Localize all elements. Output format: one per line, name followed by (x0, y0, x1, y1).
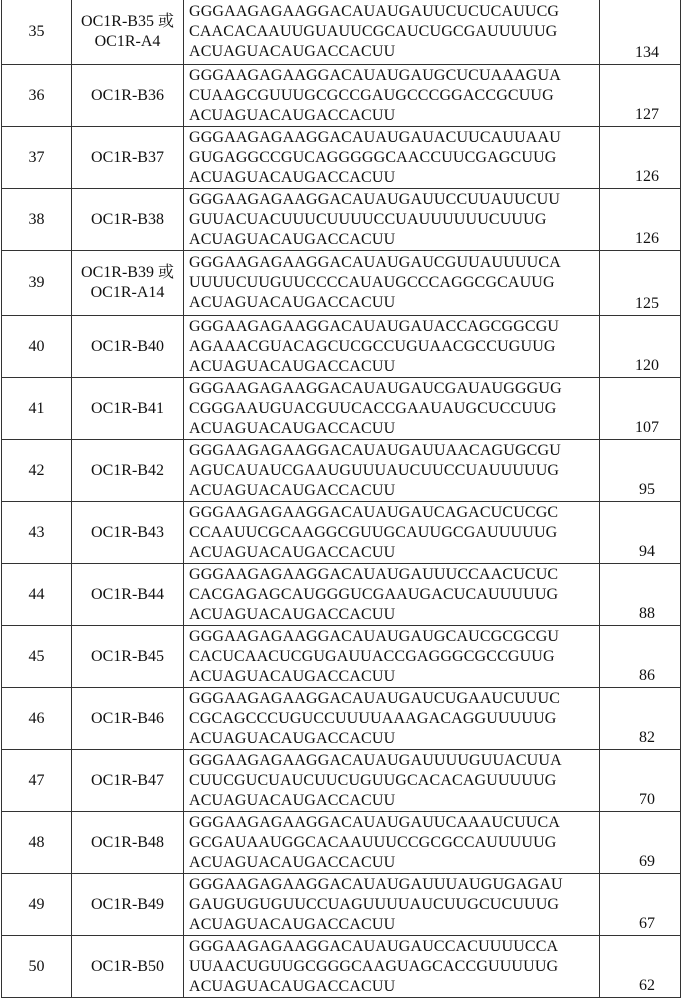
sequence-line: ACUAGUACAUGACCACUU (189, 667, 599, 687)
sequence-line: GGGAAGAGAAGGACAUAUGAUUUAUGUGAGAU (189, 875, 599, 895)
value-cell: 67 (600, 874, 681, 936)
value-cell: 127 (600, 65, 681, 127)
sequence-line: ACUAGUACAUGACCACUU (189, 605, 599, 625)
sequence-line: CAACACAAUUGUAUUCGCAUCUGCGAUUUUUG (189, 22, 599, 42)
table-row (2, 626, 681, 688)
sequence-line: GUUACUACUUUCUUUUCCUAUUUUUUCUUUG (189, 210, 599, 230)
sequence-cell (184, 564, 600, 626)
aptamer-name: OC1R-B45 (72, 626, 184, 688)
sequence-line: GGGAAGAGAAGGACAUAUGAUUAACAGUGCGU (189, 441, 599, 461)
sequence-line: GGGAAGAGAAGGACAUAUGAUCUGAAUCUUUC (189, 689, 599, 709)
row-number: 36 (2, 65, 72, 127)
table-row (2, 316, 681, 378)
sequence-cell (184, 812, 600, 874)
row-number: 39 (2, 251, 72, 316)
table-row (2, 251, 681, 316)
table-row (2, 65, 681, 127)
aptamer-name: OC1R-B39 或 OC1R-A14 (72, 251, 184, 316)
sequence-cell (184, 936, 600, 998)
table-row (2, 189, 681, 251)
aptamer-name: OC1R-B44 (72, 564, 184, 626)
table-row (2, 564, 681, 626)
sequence-line: CCAAUUCGCAAGGCGUUGCAUUGCGAUUUUUG (189, 523, 599, 543)
aptamer-name: OC1R-B37 (72, 127, 184, 189)
row-number: 35 (2, 0, 72, 65)
aptamer-name: OC1R-B38 (72, 189, 184, 251)
value-cell: 126 (600, 189, 681, 251)
value-cell: 125 (600, 251, 681, 316)
table-row (2, 688, 681, 750)
sequence-line: ACUAGUACAUGACCACUU (189, 481, 599, 501)
sequence-line: CACUCAACUCGUGAUUACCGAGGGCGCCGUUG (189, 647, 599, 667)
sequence-line: GGGAAGAGAAGGACAUAUGAUCGUUAUUUUCA (189, 253, 599, 273)
sequence-cell (184, 378, 600, 440)
sequence-cell (184, 626, 600, 688)
sequence-line: GGGAAGAGAAGGACAUAUGAUUUUGUUACUUA (189, 751, 599, 771)
table-row (2, 502, 681, 564)
sequence-cell (184, 189, 600, 251)
sequence-cell (184, 688, 600, 750)
aptamer-name: OC1R-B42 (72, 440, 184, 502)
sequence-cell (184, 750, 600, 812)
sequence-line: ACUAGUACAUGACCACUU (189, 293, 599, 313)
sequence-line: GGGAAGAGAAGGACAUAUGAUACCAGCGGCGU (189, 317, 599, 337)
sequence-cell (184, 316, 600, 378)
sequence-line: GGGAAGAGAAGGACAUAUGAUUUCCAACUCUC (189, 565, 599, 585)
sequence-cell (184, 127, 600, 189)
sequence-line: UUAACUGUUGCGGGCAAGUAGCACCGUUUUUG (189, 957, 599, 977)
aptamer-name: OC1R-B36 (72, 65, 184, 127)
sequence-line: ACUAGUACAUGACCACUU (189, 42, 599, 62)
sequence-line: GGGAAGAGAAGGACAUAUGAUCGAUAUGGGUG (189, 379, 599, 399)
sequence-line: CGCAGCCCUGUCCUUUUAAAGACAGGUUUUUG (189, 709, 599, 729)
sequence-line: GGGAAGAGAAGGACAUAUGAUUCUCUCAUUCG (189, 2, 599, 22)
sequence-cell (184, 251, 600, 316)
row-number: 50 (2, 936, 72, 998)
table-row (2, 127, 681, 189)
table-row (2, 0, 681, 65)
table-row (2, 812, 681, 874)
aptamer-name: OC1R-B43 (72, 502, 184, 564)
row-number: 48 (2, 812, 72, 874)
sequence-line: AGAAACGUACAGCUCGCCUGUAACGCCUGUUG (189, 337, 599, 357)
aptamer-name: OC1R-B49 (72, 874, 184, 936)
sequence-cell (184, 502, 600, 564)
sequence-line: ACUAGUACAUGACCACUU (189, 419, 599, 439)
sequence-line: ACUAGUACAUGACCACUU (189, 853, 599, 873)
sequence-line: GAUGUGUGUUCCUAGUUUUAUCUUGCUCUUUG (189, 895, 599, 915)
sequence-line: CACGAGAGCAUGGGUCGAAUGACUCAUUUUUG (189, 585, 599, 605)
sequence-line: ACUAGUACAUGACCACUU (189, 106, 599, 126)
sequence-line: ACUAGUACAUGACCACUU (189, 791, 599, 811)
value-cell: 95 (600, 440, 681, 502)
table-row (2, 750, 681, 812)
value-cell: 82 (600, 688, 681, 750)
sequence-line: UUUUCUUGUUCCCCAUAUGCCCAGGCGCAUUG (189, 273, 599, 293)
row-number: 41 (2, 378, 72, 440)
value-cell: 69 (600, 812, 681, 874)
sequence-line: ACUAGUACAUGACCACUU (189, 168, 599, 188)
sequence-line: ACUAGUACAUGACCACUU (189, 230, 599, 250)
table-row (2, 440, 681, 502)
row-number: 49 (2, 874, 72, 936)
aptamer-name: OC1R-B40 (72, 316, 184, 378)
sequence-line: AGUCAUAUCGAAUGUUUAUCUUCCUAUUUUUG (189, 461, 599, 481)
sequence-line: ACUAGUACAUGACCACUU (189, 357, 599, 377)
aptamer-name: OC1R-B48 (72, 812, 184, 874)
value-cell: 120 (600, 316, 681, 378)
row-number: 43 (2, 502, 72, 564)
sequence-table (1, 0, 681, 998)
sequence-line: GGGAAGAGAAGGACAUAUGAUACUUCAUUAAU (189, 128, 599, 148)
sequence-cell (184, 65, 600, 127)
sequence-line: ACUAGUACAUGACCACUU (189, 915, 599, 935)
sequence-cell (184, 0, 600, 65)
sequence-line: GGGAAGAGAAGGACAUAUGAUGCAUCGCGCGU (189, 627, 599, 647)
value-cell: 126 (600, 127, 681, 189)
table-row (2, 936, 681, 998)
value-cell: 94 (600, 502, 681, 564)
sequence-cell (184, 440, 600, 502)
aptamer-name: OC1R-B46 (72, 688, 184, 750)
table-row (2, 378, 681, 440)
row-number: 38 (2, 189, 72, 251)
row-number: 40 (2, 316, 72, 378)
sequence-line: GGGAAGAGAAGGACAUAUGAUUCAAAUCUUCA (189, 813, 599, 833)
row-number: 37 (2, 127, 72, 189)
aptamer-name: OC1R-B41 (72, 378, 184, 440)
aptamer-name: OC1R-B50 (72, 936, 184, 998)
value-cell: 70 (600, 750, 681, 812)
sequence-line: CGGGAAUGUACGUUCACCGAAUAUGCUCCUUG (189, 399, 599, 419)
sequence-line: GGGAAGAGAAGGACAUAUGAUGCUCUAAAGUA (189, 66, 599, 86)
sequence-cell (184, 874, 600, 936)
value-cell: 62 (600, 936, 681, 998)
row-number: 47 (2, 750, 72, 812)
row-number: 44 (2, 564, 72, 626)
sequence-line: GGGAAGAGAAGGACAUAUGAUCAGACUCUCGC (189, 503, 599, 523)
sequence-line: GCGAUAAUGGCACAAUUUCCGCGCCAUUUUUG (189, 833, 599, 853)
sequence-line: CUUCGUCUAUCUUCUGUUGCACACAGUUUUUG (189, 771, 599, 791)
sequence-line: ACUAGUACAUGACCACUU (189, 977, 599, 997)
sequence-line: CUAAGCGUUUGCGCCGAUGCCCGGACCGCUUG (189, 86, 599, 106)
sequence-line: GGGAAGAGAAGGACAUAUGAUCCACUUUUCCA (189, 937, 599, 957)
value-cell: 107 (600, 378, 681, 440)
value-cell: 88 (600, 564, 681, 626)
sequence-line: GUGAGGCCGUCAGGGGGCAACCUUCGAGCUUG (189, 148, 599, 168)
table-row (2, 874, 681, 936)
sequence-line: ACUAGUACAUGACCACUU (189, 543, 599, 563)
row-number: 45 (2, 626, 72, 688)
value-cell: 134 (600, 0, 681, 65)
row-number: 42 (2, 440, 72, 502)
value-cell: 86 (600, 626, 681, 688)
row-number: 46 (2, 688, 72, 750)
aptamer-name: OC1R-B47 (72, 750, 184, 812)
sequence-line: GGGAAGAGAAGGACAUAUGAUUCCUUAUUCUU (189, 190, 599, 210)
aptamer-name: OC1R-B35 或 OC1R-A4 (72, 0, 184, 65)
sequence-line: ACUAGUACAUGACCACUU (189, 729, 599, 749)
